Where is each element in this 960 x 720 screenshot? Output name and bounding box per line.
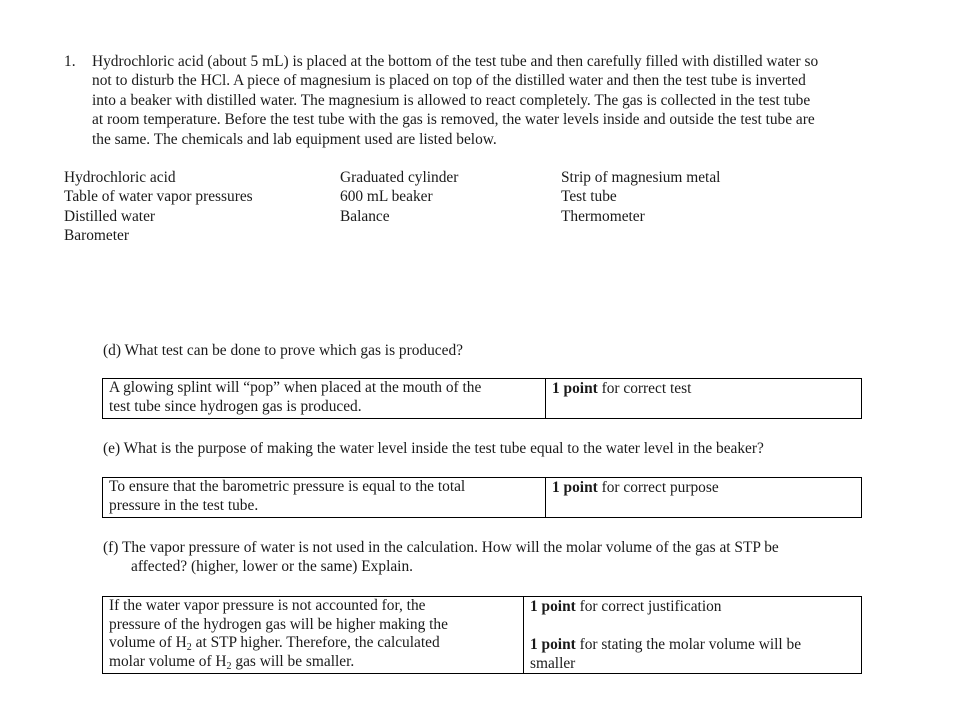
part-e-answer-table <box>102 477 862 518</box>
part-f-points-2 <box>530 635 855 654</box>
text: gas will be smaller. <box>231 652 355 670</box>
question-1-line-4: at room temperature. Before the test tube with the gas is removed, the water levels inside and outside the test tube are <box>92 111 815 129</box>
equipment-item: Balance <box>340 207 390 225</box>
part-d-points <box>546 379 862 419</box>
equipment-item: Table of water vapor pressures <box>64 188 253 206</box>
part-f-points-1 <box>530 597 855 616</box>
question-1-line-3: into a beaker with distilled water. The magnesium is allowed to react completely. The gas is collected in the test tube <box>92 91 811 109</box>
part-d-answer-table <box>102 378 862 419</box>
equipment-item: Strip of magnesium metal <box>561 169 721 186</box>
part-e-question: (e) What is the purpose of making the water level inside the test tube equal to the water level in the beaker? <box>103 440 764 457</box>
part-d-answer-line-2: test tube since hydrogen gas is produced. <box>109 397 362 415</box>
question-1-line-2: not to disturb the HCl. A piece of magnesium is placed on top of the distilled water and then the test tube is inverted <box>92 72 806 90</box>
part-f-points-2-line-2: smaller <box>530 655 576 672</box>
part-f-answer-line-2: pressure of the hydrogen gas will be higher making the <box>109 615 448 633</box>
equipment-item: Distilled water <box>64 207 156 225</box>
part-d-answer <box>103 379 546 419</box>
subscript: 2 <box>226 660 232 672</box>
points-criteria: for correct justification <box>575 598 722 615</box>
part-d-answer-line-1: A glowing splint will “pop” when placed at the mouth of the <box>109 379 482 396</box>
text: volume of H <box>109 634 187 651</box>
equipment-item: Graduated cylinder <box>340 169 459 186</box>
part-e-answer <box>103 478 546 518</box>
subscript: 2 <box>186 642 192 653</box>
part-f-answer-line-1: If the water vapor pressure is not accounted for, the <box>109 597 426 614</box>
equipment-item: 600 mL beaker <box>340 188 433 206</box>
part-e-points <box>546 478 862 518</box>
question-1-line-1: Hydrochloric acid (about 5 mL) is placed at the bottom of the test tube and then carefully filled with distilled water so <box>92 53 819 70</box>
part-e-answer-line-1: To ensure that the barometric pressure is equal to the total <box>109 478 466 495</box>
part-d-question: (d) What test can be done to prove which gas is produced? <box>103 342 463 359</box>
spacer <box>530 616 855 635</box>
part-f-answer <box>103 597 524 674</box>
part-f-answer-line-3 <box>109 634 517 653</box>
equipment-column-1 <box>64 168 253 246</box>
points-criteria: for stating the molar volume will be <box>575 636 802 653</box>
part-f-answer-table <box>102 596 862 674</box>
part-f-points <box>524 597 862 674</box>
part-f-question <box>103 538 779 577</box>
text: molar volume of H <box>109 652 227 670</box>
part-f-answer-line-4 <box>109 653 517 672</box>
points-label: 1 point <box>552 479 598 496</box>
equipment-column-2 <box>340 168 458 226</box>
text: at STP higher. Therefore, the calculated <box>191 634 440 651</box>
equipment-item: Test tube <box>561 188 617 206</box>
equipment-column-3 <box>561 168 720 226</box>
part-f-question-line-2: affected? (higher, lower or the same) Explain. <box>131 558 413 576</box>
points-label: 1 point <box>530 598 576 615</box>
question-number: 1. <box>64 53 76 70</box>
points-label: 1 point <box>530 636 576 653</box>
part-e-answer-line-2: pressure in the test tube. <box>109 496 259 514</box>
part-f-question-line-1: (f) The vapor pressure of water is not used in the calculation. How will the molar volume of the gas at STP be <box>103 539 779 556</box>
points-criteria: for correct test <box>597 380 692 397</box>
equipment-item: Hydrochloric acid <box>64 169 176 186</box>
equipment-item: Thermometer <box>561 207 645 225</box>
points-criteria: for correct purpose <box>597 479 719 496</box>
equipment-item: Barometer <box>64 227 129 245</box>
points-label: 1 point <box>552 380 598 397</box>
question-1-line-5: the same. The chemicals and lab equipment used are listed below. <box>92 130 497 148</box>
